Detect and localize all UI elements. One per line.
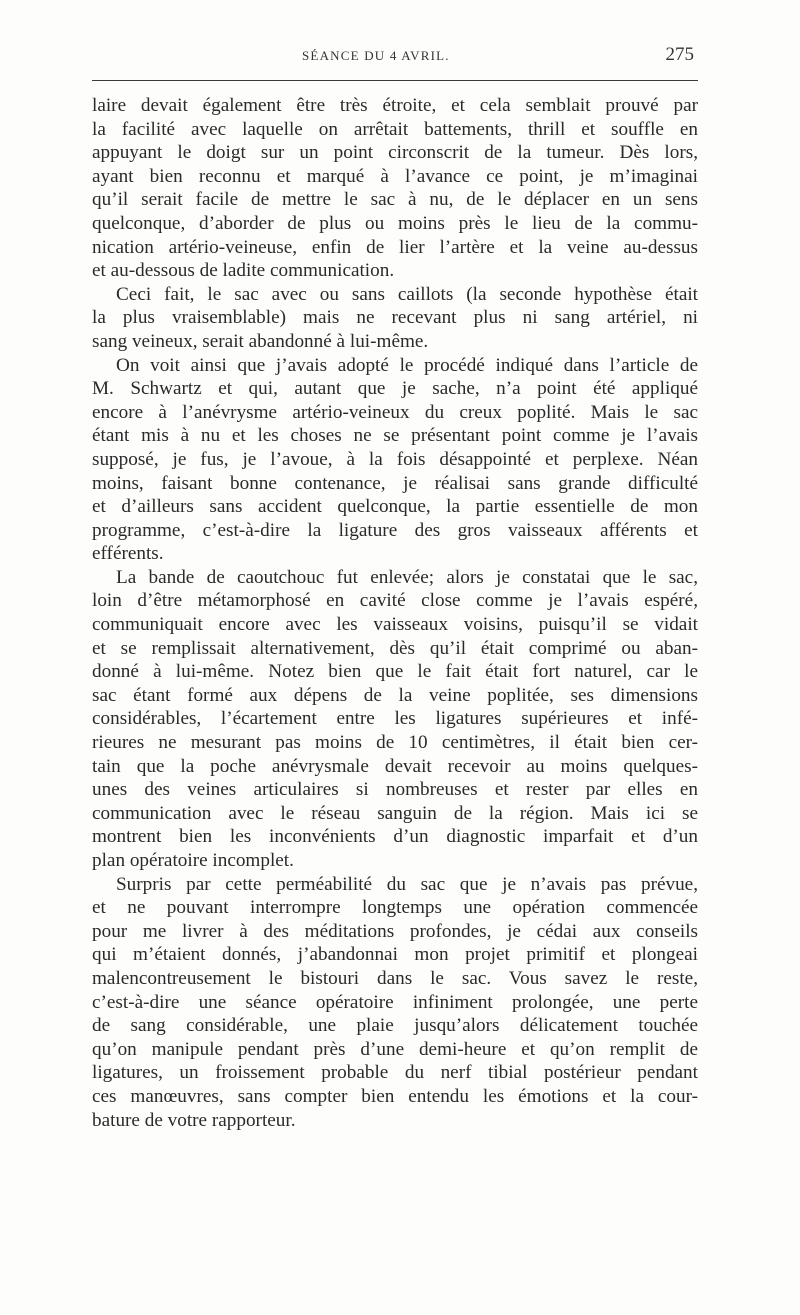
text-line: qu’on manipule pendant près d’une demi-heure et qu’on remplit de	[92, 1038, 698, 1060]
paragraph	[92, 94, 698, 283]
text-line: ces manœuvres, sans compter bien entendu les émotions et la cour-	[92, 1085, 698, 1107]
text-line: et au-dessous de ladite communication.	[92, 260, 395, 282]
text-line: qu’il serait facile de mettre le sac à nu, de le déplacer en un sens	[92, 189, 698, 211]
paragraph	[92, 873, 698, 1133]
body-text	[92, 94, 698, 1132]
text-line: programme, c’est-à-dire la ligature des gros vaisseaux afférents et	[92, 519, 698, 541]
text-line: et d’ailleurs sans accident quelconque, la partie essentielle de mon	[92, 496, 698, 518]
text-line: quelconque, d’aborder de plus ou moins près le lieu de la commu-	[92, 212, 698, 234]
text-line: Ceci fait, le sac avec ou sans caillots (la seconde hypothèse était	[116, 283, 698, 305]
text-line: considérables, l’écartement entre les ligatures supérieures et infé-	[92, 708, 698, 730]
text-line: unes des veines articulaires si nombreuses et rester par elles en	[92, 779, 698, 801]
text-line: communication avec le réseau sanguin de la région. Mais ici se	[92, 802, 698, 824]
text-line: La bande de caoutchouc fut enlevée; alors je constatai que le sac,	[116, 566, 698, 588]
text-line: M. Schwartz et qui, autant que je sache, n’a point été appliqué	[92, 378, 698, 400]
text-line: et ne pouvant interrompre longtemps une opération commencée	[92, 897, 698, 919]
text-line: nication artério-veineuse, enfin de lier l’artère et la veine au-dessus	[92, 236, 698, 258]
paragraph	[92, 354, 698, 566]
text-line: c’est-à-dire une séance opératoire infiniment prolongée, une perte	[92, 991, 698, 1013]
text-line: de sang considérable, une plaie jusqu’alors délicatement touchée	[92, 1015, 698, 1037]
text-line: Surpris par cette perméabilité du sac que je n’avais pas prévue,	[116, 873, 698, 895]
text-line: sac étant formé aux dépens de la veine poplitée, ses dimensions	[92, 684, 698, 706]
text-line: plan opératoire incomplet.	[92, 850, 294, 871]
text-line: supposé, je fus, je l’avoue, à la fois désappointé et perplexe. Néan	[92, 448, 698, 470]
text-line: montrent bien les inconvénients d’un diagnostic imparfait et d’un	[92, 826, 698, 848]
text-line: tain que la poche anévrysmale devait recevoir au moins quelques-	[92, 755, 698, 777]
header-rule	[92, 80, 698, 81]
text-line: laire devait également être très étroite, et cela semblait prouvé par	[92, 95, 698, 116]
text-line: bature de votre rapporteur.	[92, 1109, 296, 1131]
text-line: pour me livrer à des méditations profondes, je cédai aux conseils	[92, 920, 698, 942]
text-line: sang veineux, serait abandonné à lui-même.	[92, 330, 429, 352]
text-line: la plus vraisemblable) mais ne recevant plus ni sang artériel, ni	[92, 307, 698, 329]
text-line: malencontreusement le bistouri dans le sac. Vous savez le reste,	[92, 967, 698, 989]
text-line: et se remplissait alternativement, dès qu’il était comprimé ou aban-	[92, 637, 698, 659]
text-line: qui m’étaient donnés, j’abandonnai mon projet primitif et plongeai	[92, 944, 698, 966]
text-line: étant mis à nu et les choses ne se présentant point comme je l’avais	[92, 425, 698, 447]
text-line: efférents.	[92, 543, 164, 565]
text-line: ayant bien reconnu et marqué à l’avance ce point, je m’imaginai	[92, 165, 698, 187]
text-line: On voit ainsi que j’avais adopté le procédé indiqué dans l’article de	[116, 354, 698, 376]
text-line: communiquait encore avec les vaisseaux voisins, puisqu’il se vidait	[92, 614, 698, 636]
running-title: SÉANCE DU 4 AVRIL.	[302, 48, 450, 63]
paragraph	[92, 566, 698, 873]
text-line: moins, faisant bonne contenance, je réalisai sans grande difficulté	[92, 472, 698, 494]
text-line: la facilité avec laquelle on arrêtait battements, thrill et souffle en	[92, 118, 698, 140]
text-line: appuyant le doigt sur un point circonscrit de la tumeur. Dès lors,	[92, 142, 698, 164]
text-line: rieures ne mesurant pas moins de 10 centimètres, il était bien cer-	[92, 732, 698, 754]
paragraph	[92, 283, 698, 354]
text-line: loin d’être métamorphosé en cavité close comme je l’avais espéré,	[92, 590, 698, 612]
page-number: 275	[665, 44, 694, 65]
text-line: donné à lui-même. Notez bien que le fait était fort naturel, car le	[92, 661, 698, 683]
text-line: ligatures, un froissement probable du nerf tibial postérieur pendant	[92, 1062, 698, 1084]
text-line: encore à l’anévrysme artério-veineux du creux poplité. Mais le sac	[92, 401, 698, 423]
page-header	[92, 44, 698, 74]
